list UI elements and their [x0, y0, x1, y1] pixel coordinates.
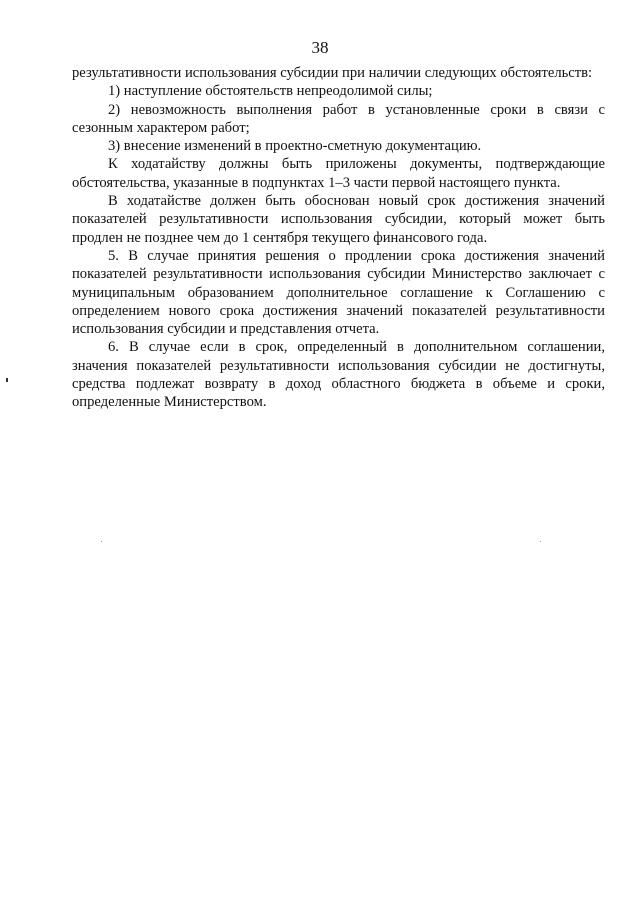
paragraph-supporting-documents: К ходатайству должны быть приложены документы, подтверждающие обстоятельства, указанные в подпунктах 1–3 части первой настоящего пункта.: [72, 156, 605, 191]
paragraph-continuation: результативности использования субсидии при наличии следующих обстоятельств:: [72, 65, 593, 81]
list-item-design-changes: 3) внесение изменений в проектно-сметную документацию.: [108, 138, 482, 155]
list-item-seasonal-work: 2) невозможность выполнения работ в установленные сроки в связи с сезонным характером работ;: [72, 101, 605, 136]
page-number: 38: [311, 38, 329, 57]
scan-speck: [540, 541, 541, 542]
paragraph-clause-6: 6. В случае если в срок, определенный в дополнительном соглашении, значения показателей результативности использования субсидии не достигнуты, средства подлежат возврату в доход областного бюджета в объеме и сроки, определенные Министерством.: [72, 339, 605, 411]
paragraph-clause-5: 5. В случае принятия решения о продлении срока достижения значений показателей результативности использования субсидии Министерство заключает с муниципальным образованием дополнительное соглашение к Соглашению с определением нового срока достижения значений показателей результативности использования субсидии и представления отчета.: [72, 247, 605, 338]
scan-speck: [101, 541, 102, 542]
document-body: [72, 64, 605, 412]
scan-margin-mark: [6, 378, 8, 382]
list-item-force-majeure: 1) наступление обстоятельств непреодолимой силы;: [108, 83, 433, 100]
paragraph-new-deadline: В ходатайстве должен быть обоснован новый срок достижения значений показателей результативности использования субсидии, который может быть продлен не позднее чем до 1 сентября текущего финансового года.: [72, 193, 605, 246]
